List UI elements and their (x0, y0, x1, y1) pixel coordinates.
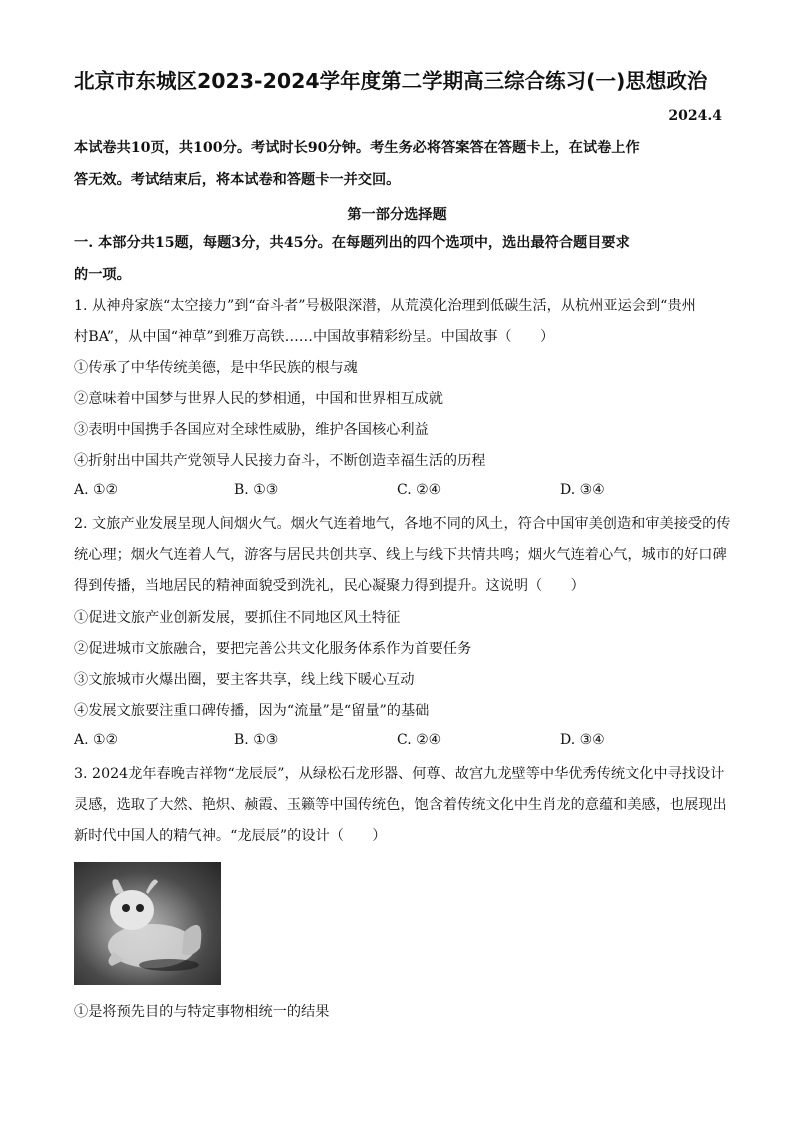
question-3-stem-line-1: 3. 2024龙年春晚吉祥物“龙辰辰”，从绿松石龙形器、何尊、故宫九龙壁等中华优秀传统文化中寻找设计 (74, 766, 725, 782)
section-instructions-line-1: 一. 本部分共15题，每题3分，共45分。在每题列出的四个选项中，选出最符合题目要求 (74, 235, 630, 251)
question-3-stem-line-3: 新时代中国人的精气神。“龙辰辰”的设计（ ） (74, 828, 387, 844)
question-2-statement-1: ①促进文旅产业创新发展，要抓住不同地区风土特征 (74, 610, 401, 626)
question-2-stem-line-3: 得到传播，当地居民的精神面貌受到洗礼，民心凝聚力得到提升。这说明（ ） (74, 578, 585, 594)
question-2-statement-4: ④发展文旅要注重口碑传播，因为“流量”是“留量”的基础 (74, 703, 430, 719)
instructions-line-1: 本试卷共10页，共100分。考试时长90分钟。考生务必将答案答在答题卡上，在试卷上作 (74, 140, 640, 156)
question-1-option-c: C. ②④ (397, 482, 442, 498)
question-1-option-b: B. ①③ (234, 482, 279, 498)
question-2-stem-line-1: 2. 文旅产业发展呈现人间烟火气。烟火气连着地气，各地不同的风土，符合中国审美创造和审美接受的传 (74, 516, 731, 532)
question-2-stem-line-2: 统心理；烟火气连着人气，游客与居民共创共享、线上与线下共情共鸣；烟火气连着心气，城市的好口碑 (74, 547, 727, 563)
question-1-statement-2: ②意味着中国梦与世界人民的梦相通，中国和世界相互成就 (74, 391, 443, 407)
question-1-stem-line-1: 1. 从神舟家族“太空接力”到“奋斗者”号极限深潜，从荒漠化治理到低碳生活，从杭州亚运会到“贵州 (74, 298, 696, 314)
question-1-option-d: D. ③④ (560, 482, 605, 498)
question-1-statement-3: ③表明中国携手各国应对全球性威胁，维护各国核心利益 (74, 422, 429, 438)
section-instructions-line-2: 的一项。 (74, 267, 131, 283)
question-2-statement-3: ③文旅城市火爆出圈，要主客共享，线上线下暖心互动 (74, 672, 415, 688)
question-3-statement-1: ①是将预先目的与特定事物相统一的结果 (74, 1004, 330, 1020)
question-3-stem-line-2: 灵感，选取了大然、艳炽、赪霞、玉籁等中国传统色，饱含着传统文化中生肖龙的意蕴和美感，也展现出 (74, 797, 727, 813)
part-heading: 第一部分选择题 (347, 207, 447, 223)
question-1-statement-4: ④折射出中国共产党领导人民接力奋斗，不断创造幸福生活的历程 (74, 453, 486, 469)
exam-title: 北京市东城区2023-2024学年度第二学期高三综合练习(一)思想政治 (74, 69, 708, 93)
mascot-illustration (74, 862, 221, 985)
question-2-options (74, 732, 734, 752)
question-1-options (74, 482, 734, 502)
question-1-option-a: A. ①② (74, 482, 119, 498)
question-2-option-b: B. ①③ (234, 732, 279, 748)
question-1-stem-line-2: 村BA”，从中国“神草”到雅万高铁……中国故事精彩纷呈。中国故事（ ） (74, 329, 555, 345)
question-2-option-c: C. ②④ (397, 732, 442, 748)
question-2-statement-2: ②促进城市文旅融合，要把完善公共文化服务体系作为首要任务 (74, 641, 472, 657)
question-2-option-a: A. ①② (74, 732, 119, 748)
exam-date: 2024.4 (668, 108, 722, 124)
mascot-photo (74, 862, 221, 985)
instructions-line-2: 答无效。考试结束后，将本试卷和答题卡一并交回。 (74, 172, 401, 188)
question-1-statement-1: ①传承了中华传统美德，是中华民族的根与魂 (74, 360, 358, 376)
question-2-option-d: D. ③④ (560, 732, 605, 748)
